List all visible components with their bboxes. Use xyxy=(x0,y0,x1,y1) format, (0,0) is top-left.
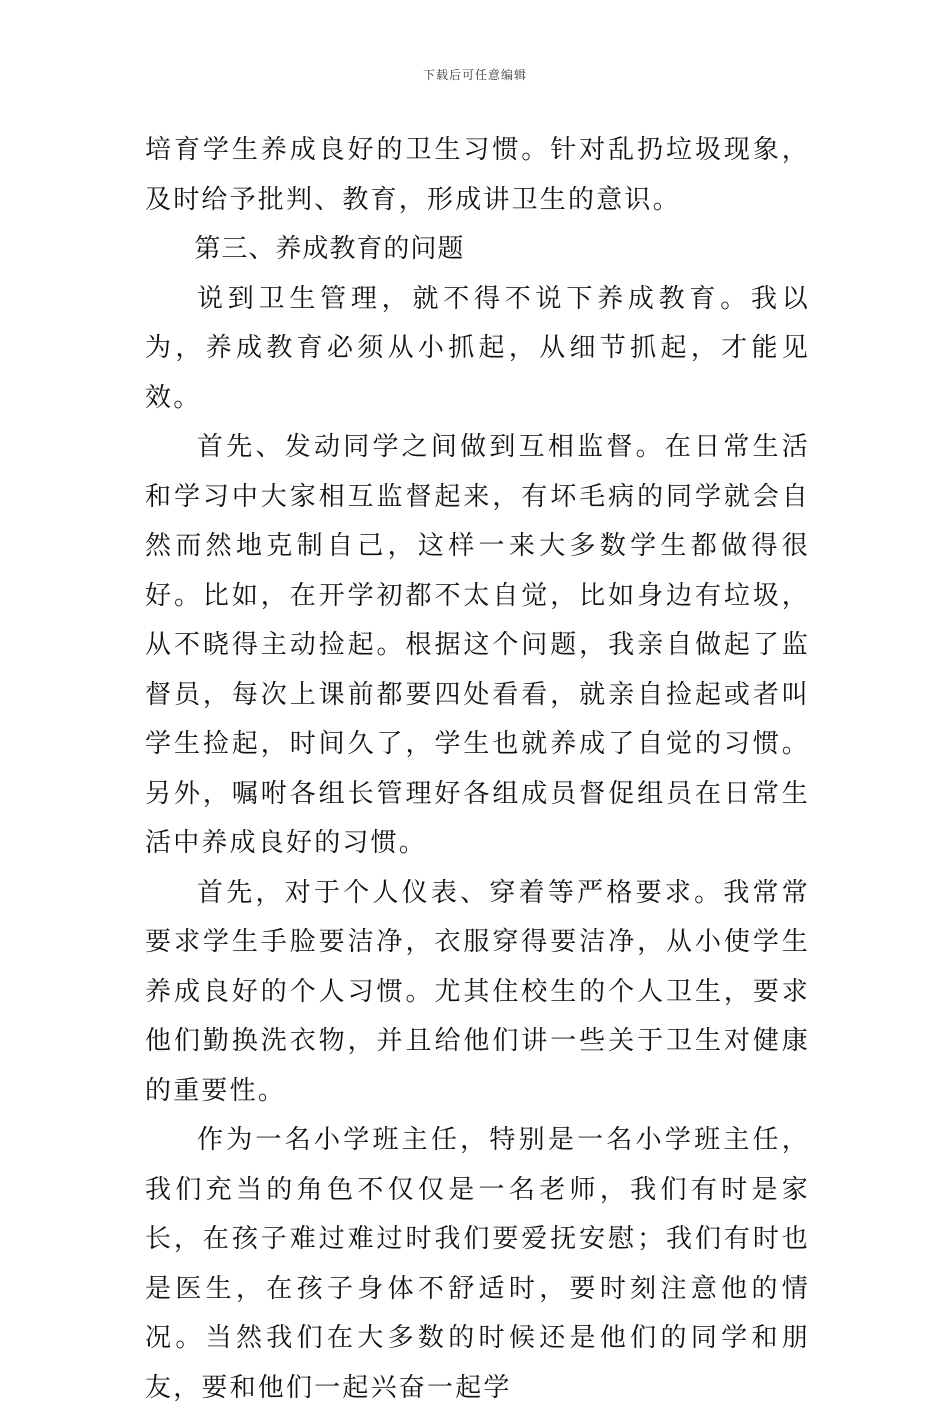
paragraph-continuation: 培育学生养成良好的卫生习惯。针对乱扔垃圾现象，及时给予批判、教育，形成讲卫生的意识。 xyxy=(145,135,810,215)
document-body xyxy=(145,126,810,1413)
paragraph: 作为一名小学班主任，特别是一名小学班主任，我们充当的角色不仅仅是一名老师，我们有时是家长，在孩子难过难过时我们要爱抚安慰；我们有时也是医生，在孩子身体不舒适时，要时刻注意他的情况。当然我们在大多数的时候还是他们的同学和朋友，要和他们一起兴奋一起学 xyxy=(145,1125,810,1403)
paragraph: 说到卫生管理，就不得不说下养成教育。我以为，养成教育必须从小抓起，从细节抓起，才能见效。 xyxy=(145,283,810,413)
page-header-note: 下载后可任意编辑 xyxy=(422,68,527,82)
paragraph: 首先，对于个人仪表、穿着等严格要求。我常常要求学生手脸要洁净，衣服穿得要洁净，从小使学生养成良好的个人习惯。尤其住校生的个人卫生，要求他们勤换洗衣物，并且给他们讲一些关于卫生对健康的重要性。 xyxy=(145,877,810,1106)
paragraph: 首先、发动同学之间做到互相监督。在日常生活和学习中大家相互监督起来，有坏毛病的同学就会自然而然地克制自己，这样一来大多数学生都做得很好。比如，在开学初都不太自觉，比如身边有垃圾，从不晓得主动捡起。根据这个问题，我亲自做起了监督员，每次上课前都要四处看看，就亲自捡起或者叫学生捡起，时间久了，学生也就养成了自觉的习惯。另外，嘱咐各组长管理好各组成员督促组员在日常生活中养成良好的习惯。 xyxy=(145,432,810,858)
section-heading: 第三、养成教育的问题 xyxy=(194,234,465,264)
